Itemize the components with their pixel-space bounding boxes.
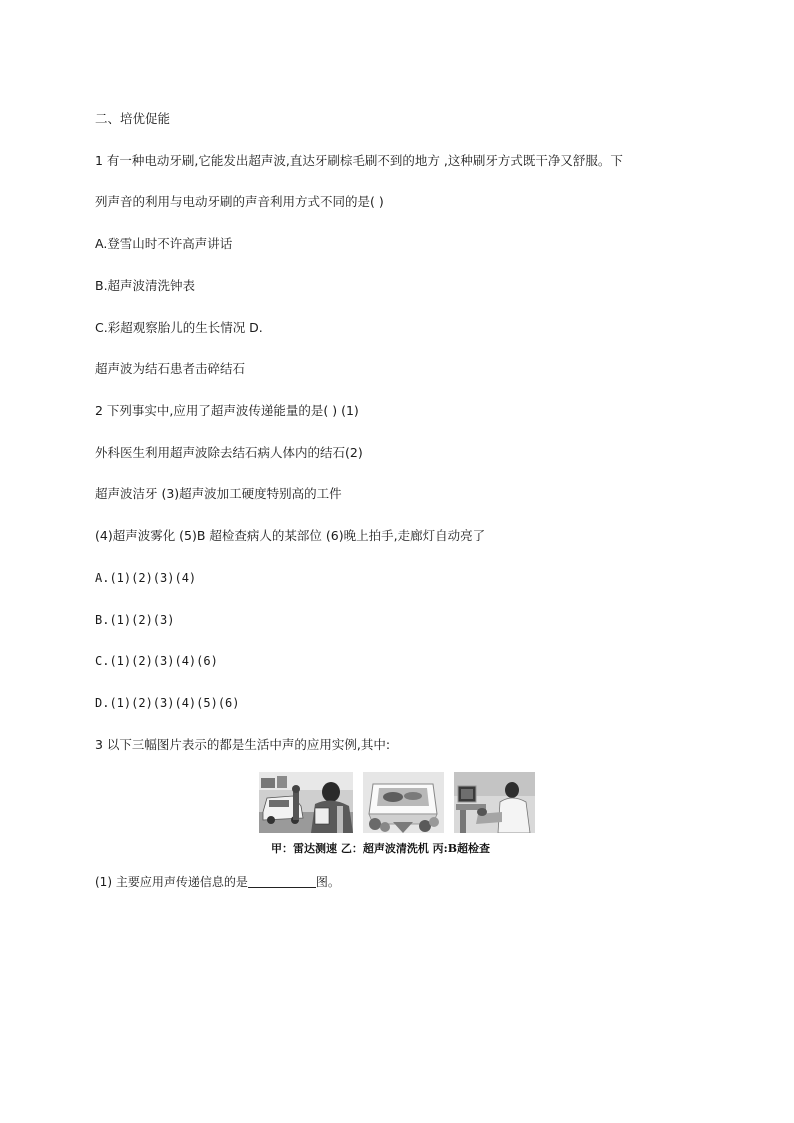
q2-stem-line3: 超声波洁牙 (3)超声波加工硬度特别高的工件 (95, 486, 342, 501)
q3-stem-line1: 3 以下三幅图片表示的都是生活中声的应用实例,其中: (95, 737, 391, 752)
q1-option-d: 超声波为结石患者击碎结石 (95, 361, 246, 376)
photo-caption: 甲：雷达测速 乙：超声波清洗机 丙:B超检查 (271, 842, 491, 855)
q2-option-d: D.(1)(2)(3)(4)(5)(6) (95, 696, 240, 710)
ultrasonic-cleaner-photo (363, 772, 444, 833)
q1-stem-line1: 1 有一种电动牙刷,它能发出超声波,直达牙刷棕毛刷不到的地方 ,这种刷牙方式既干净又舒服。下 (95, 153, 623, 168)
section-title: 二、培优促能 (95, 111, 171, 126)
q1-option-b: B.超声波清洗钟表 (95, 278, 196, 293)
q2-option-b: B.(1)(2)(3) (95, 613, 175, 627)
q1-option-a: A.登雪山时不许高声讲话 (95, 236, 233, 251)
q3-sub1-prompt: (1) 主要应用声传递信息的是 (95, 875, 248, 889)
q3-sub1 (95, 874, 340, 890)
q1-option-c: C.彩超观察胎儿的生长情况 D. (95, 320, 263, 335)
q3-sub1-suffix: 图。 (315, 875, 340, 889)
q1-stem-line2: 列声音的利用与电动牙刷的声音利用方式不同的是( ) (95, 194, 384, 209)
b-ultrasound-photo (454, 772, 535, 833)
q2-option-a: A.(1)(2)(3)(4) (95, 571, 197, 585)
answer-blank[interactable] (248, 874, 316, 888)
q2-stem-line4: (4)超声波雾化 (5)B 超检查病人的某部位 (6)晚上拍手,走廊灯自动亮了 (95, 528, 486, 543)
radar-speed-photo (259, 772, 353, 833)
q2-stem-line1: 2 下列事实中,应用了超声波传递能量的是( ) (1) (95, 403, 359, 418)
q2-stem-line2: 外科医生利用超声波除去结石病人体内的结石(2) (95, 445, 363, 460)
q2-option-c: C.(1)(2)(3)(4)(6) (95, 654, 218, 668)
